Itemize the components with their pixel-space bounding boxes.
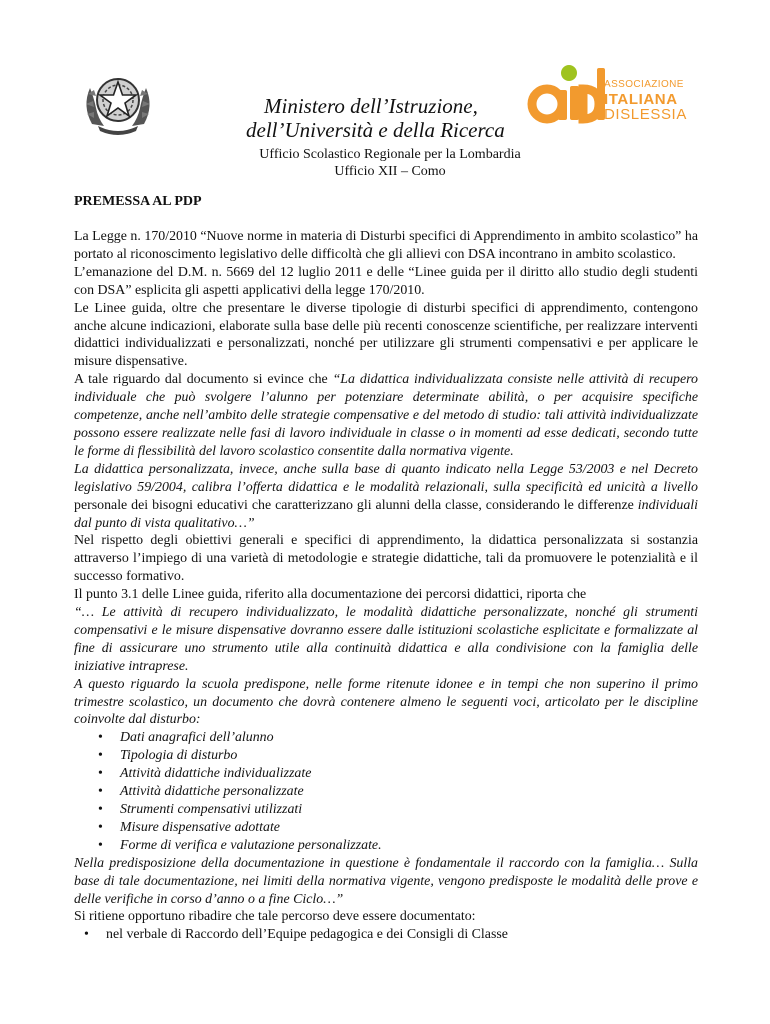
paragraph-activities-quote: “… Le attività di recupero individualizzato, le modalità didattiche personalizzate, nonché gli strumenti compensativi e le misure dispensative dovranno essere dalle istituzioni scolastiche esplicitate e formalizzate al fine di assicurare uno strumento utile alla continuità didattica e alla condivisione con la famiglia delle iniziative intraprese. <box>74 605 698 674</box>
list-item: • Attività didattiche individualizzate <box>120 765 698 783</box>
quoted-text: “La didattica individualizzata consiste nelle attività di recupero individuale che può svolgere l’alunno per potenziare determinate abilità, o per acquisire specifiche competenze, anche nell’ambito delle strategie compensative e del metodo di studio: tali attività individualizzate possono essere realizzate nelle fasi di lavoro individuale in classe o in momenti ad esse dedicati, secondo tutte le forme di flessibilità del lavoro scolastico consentite dalla normativa vigente. <box>74 372 698 459</box>
paragraph-school-document: A questo riguardo la scuola predispone, nelle forme ritenute idonee e in tempi che non superino il primo trimestre scolastico, un documento che dovrà contenere almeno le seguenti voci, articolato per le discipline coinvolte dal disturbo: <box>74 676 698 728</box>
section-heading: PREMESSA AL PDP <box>74 194 202 209</box>
aid-wordmark <box>604 77 687 122</box>
office-block <box>200 146 580 180</box>
paragraph-family: Nella predisposizione della documentazione in questione è fondamentale il raccordo con la famiglia… Sulla base di tale documentazione, nei limiti della normativa vigente, vengono predisposte le modalità delle prove e delle verifiche in corso d’anno o a fine Ciclo…” <box>74 855 698 907</box>
italian-republic-emblem-icon <box>78 68 158 140</box>
paragraph-decree: L’emanazione del D.M. n. 5669 del 12 luglio 2011 e delle “Linee guida per il diritto allo studio degli studenti con DSA” esplicita gli aspetti applicativi della legge 170/2010. <box>74 264 698 298</box>
office-line-1: Ufficio Scolastico Regionale per la Lombardia <box>259 147 521 162</box>
paragraph-individualized <box>74 371 698 461</box>
list-item: • Tipologia di disturbo <box>120 747 698 765</box>
aid-line-3: DISLESSIA <box>604 106 687 123</box>
list-item: • Forme di verifica e valutazione personalizzate. <box>120 837 698 855</box>
paragraph-documented: Si ritiene opportuno ribadire che tale percorso deve essere documentato: <box>74 909 476 925</box>
ministry-title <box>246 94 546 142</box>
paragraph-point-3-1: Il punto 3.1 delle Linee guida, riferito alla documentazione dei percorsi didattici, riporta che <box>74 587 587 603</box>
office-line-2: Ufficio XII – Como <box>334 164 446 179</box>
paragraph-text: personale dei bisogni educativi che caratterizzano gli alunni della classe, considerando le differenze <box>74 497 638 513</box>
paragraph-personalized <box>74 461 698 533</box>
ministry-line-2: dell’Università e della Ricerca <box>246 118 505 142</box>
paragraph-text: A tale riguardo dal documento si evince che <box>74 372 333 388</box>
quoted-text: La didattica personalizzata, invece, anche sulla base di quanto indicato nella Legge 53/2003 e nel Decreto legislativo 59/2004, calibra l’offerta didattica e le modalità relazionali, sulla specificità ed unicità a livello <box>74 461 698 495</box>
list-item: • Strumenti compensativi utilizzati <box>120 801 698 819</box>
list-item: • Dati anagrafici dell’alunno <box>120 729 698 747</box>
body-text <box>74 228 698 944</box>
aid-line-1: ASSOCIAZIONE <box>604 79 684 90</box>
documentation-list <box>74 926 698 944</box>
paragraph-law: La Legge n. 170/2010 “Nuove norme in materia di Disturbi specifici di Apprendimento in ambito scolastico” ha portato al riconoscimento legislativo delle difficoltà che gli allievi con DSA incontrano in ambito scolastico. <box>74 229 698 262</box>
list-item: • nel verbale di Raccordo dell’Equipe pedagogica e dei Consigli di Classe <box>106 926 698 944</box>
document-items-list <box>74 729 698 854</box>
list-item: • Attività didattiche personalizzate <box>120 783 698 801</box>
aid-line-2: ITALIANA <box>604 91 678 108</box>
paragraph-guidelines: Le Linee guida, oltre che presentare le diverse tipologie di disturbi specifici di apprendimento, contengono anche alcune indicazioni, elaborate sulla base delle più recenti conoscenze scientifiche, per realizzare interventi didattici individualizzati e personalizzati, nonché per utilizzare gli strumenti compensativi e per applicare le misure dispensative. <box>74 300 698 370</box>
list-item: • Misure dispensative adottate <box>120 819 698 837</box>
ministry-line-1: Ministero dell’Istruzione, <box>264 94 478 118</box>
quoted-text: individuali dal punto di vista qualitativo…” <box>74 497 698 531</box>
paragraph-objectives: Nel rispetto degli obiettivi generali e specifici di apprendimento, la didattica personalizzata si sostanzia attraverso l’impiego di una varietà di metodologie e strategie didattiche, tali da promuovere le potenzialità e il successo formativo. <box>74 533 698 585</box>
